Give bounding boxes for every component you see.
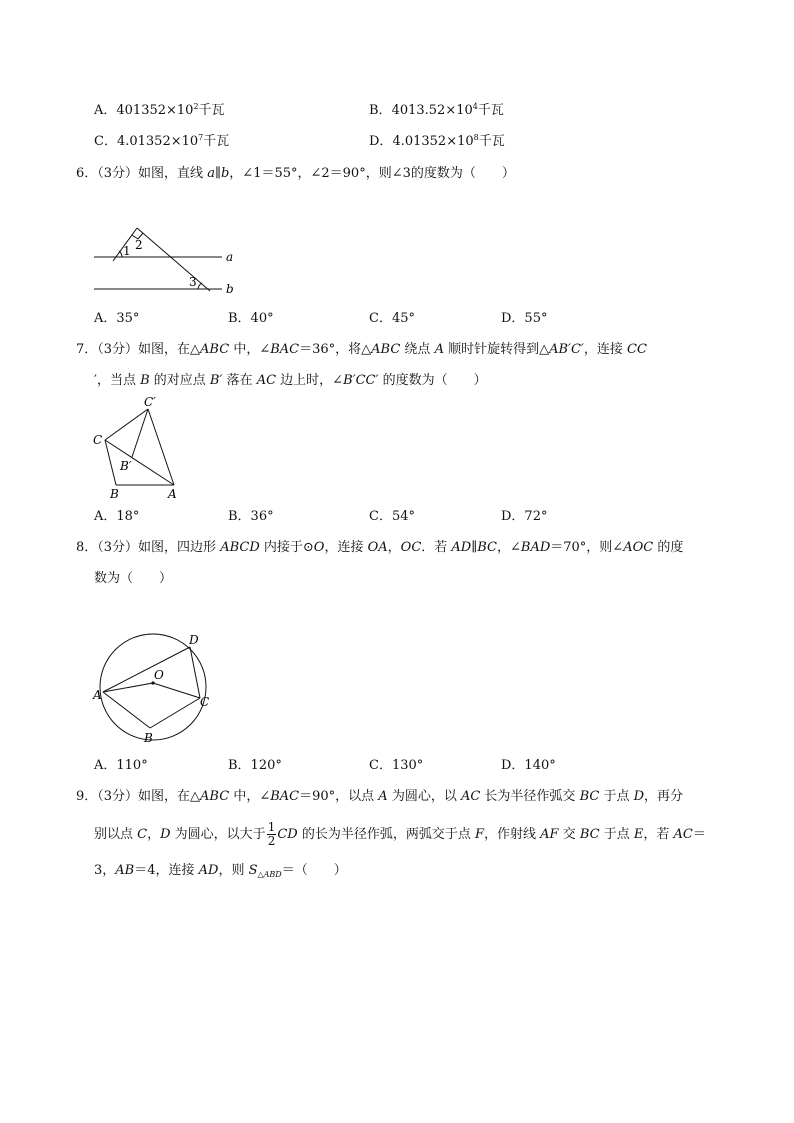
q6-stem <box>76 166 515 182</box>
q5-option-d-letter: D． <box>369 134 393 149</box>
q8-label-b: B <box>144 731 153 745</box>
q5-option-a[interactable] <box>94 103 225 119</box>
q6-stem-text-1: 6．（3分）如图，直线 <box>76 166 208 181</box>
q7-stem-line-1-run: 中，∠ <box>229 342 271 357</box>
q6-figure <box>88 222 248 300</box>
q9-l3-text-a: 3， <box>94 863 116 878</box>
q7-stem-line-2 <box>94 373 487 389</box>
q7-label-c: C <box>93 433 103 447</box>
q9-stem-line-1-run: 为圆心，以 <box>387 789 461 804</box>
q5-option-b-exponent: 4 <box>472 102 478 111</box>
q7-stem-line-2-run: 的对应点 <box>149 373 210 388</box>
q6-line-b-label: b <box>220 166 230 181</box>
q6-angle1-arc <box>119 251 122 257</box>
q9-fraction-denominator: 2 <box>267 834 276 848</box>
q9-stem-line-1 <box>76 789 683 805</box>
q9-l2-text-c: ， <box>147 827 161 842</box>
q5-option-b[interactable] <box>369 103 504 119</box>
q7-label-b1: B′ <box>120 459 132 473</box>
q7-stem-line-2-run: 的度数为（ ） <box>378 373 487 388</box>
q9-stem-line-1-run: 长为半径作弧交 <box>480 789 580 804</box>
q9-l3-text-h: ＝（ ） <box>281 863 347 878</box>
q5-option-b-unit: 千瓦 <box>477 103 504 118</box>
q9-l2-text-i: ，作射线 <box>484 827 541 842</box>
q9-l2-text-q: ＝ <box>692 827 706 842</box>
q7-stem-line-1-run: A <box>434 342 444 357</box>
q9-l2-text-e: 为圆心，以大于 <box>170 827 266 842</box>
q6-angle1-label: 1 <box>123 244 131 258</box>
q8-side-bc <box>150 698 200 728</box>
q9-l2-segment-bc: BC <box>579 827 600 842</box>
q7-figure <box>88 392 198 504</box>
q7-stem-line-1-run: ABC <box>200 342 230 357</box>
q6-stem-text-2: ，∠1＝55°，∠2＝90°，则∠3的度数为（ ） <box>229 166 515 181</box>
q7-stem-line-1-run: 绕点 <box>400 342 435 357</box>
q7-edge-c1a <box>148 409 174 485</box>
q7-label-a: A <box>168 487 177 501</box>
q6-option-c[interactable]: C．45° <box>369 311 415 326</box>
q7-edge-ca <box>105 440 174 485</box>
q8-stem-line-1-run: ， <box>387 540 401 555</box>
q6-transversal-right <box>137 228 210 291</box>
q5-option-a-exponent: 2 <box>193 102 199 111</box>
q9-stem-line-1-run: A <box>378 789 388 804</box>
q5-option-c-exponent: 7 <box>198 133 204 142</box>
q5-option-a-value: 401352×10 <box>116 103 194 118</box>
q8-stem-line-1-run: ∥ <box>471 540 478 555</box>
q5-option-d-unit: 千瓦 <box>478 134 505 149</box>
q7-stem-line-1-run: 顺时针旋转得到△ <box>443 342 550 357</box>
q5-option-b-letter: B． <box>369 103 392 118</box>
q8-stem-line-1 <box>76 540 683 556</box>
q8-label-d: D <box>189 633 199 647</box>
q5-option-b-value: 4013.52×10 <box>391 103 473 118</box>
q8-option-c[interactable]: C．130° <box>369 758 424 773</box>
q8-stem-line-1-run: 内接于⊙ <box>259 540 314 555</box>
q7-label-b: B <box>110 487 119 501</box>
q5-option-c-value: 4.01352×10 <box>116 134 199 149</box>
q7-stem-line-2-run: 落在 <box>222 373 257 388</box>
q8-stem-line-1-run: BAD <box>520 540 551 555</box>
q5-option-a-letter: A． <box>94 103 117 118</box>
q6-fig-label-b: b <box>226 282 234 296</box>
q7-stem-line-1-run: ＝36°，将△ <box>299 342 372 357</box>
q7-stem-line-2-run: AC <box>256 373 277 388</box>
q7-stem-line-1-run: ，连接 <box>583 342 628 357</box>
q9-l2-point-c: C <box>137 827 148 842</box>
q5-option-c-letter: C． <box>94 134 117 149</box>
q9-l2-segment-ac: AC <box>673 827 693 842</box>
q7-stem-line-2-run: ′，当点 <box>94 373 141 388</box>
q6-fig-label-a: a <box>226 250 234 264</box>
q9-stem-line-2 <box>94 821 706 848</box>
q9-fraction-numerator: 1 <box>267 820 276 834</box>
q7-edge-bc <box>105 440 116 485</box>
q9-stem-line-1-run: BC <box>579 789 600 804</box>
q8-stem-line-1-run: O <box>313 540 325 555</box>
q5-option-d-exponent: 8 <box>473 133 479 142</box>
q9-stem-line-1-run: 于点 <box>599 789 634 804</box>
q9-l2-text-o: ，若 <box>643 827 674 842</box>
q9-l2-text-k: 交 <box>558 827 580 842</box>
q8-option-b[interactable]: B．120° <box>228 758 282 773</box>
q9-l2-segment-cd: CD <box>277 827 298 842</box>
q5-option-d[interactable] <box>369 134 505 150</box>
q9-l2-ray-af: AF <box>540 827 559 842</box>
q9-l2-point-f: F <box>474 827 484 842</box>
q7-option-d[interactable]: D．72° <box>501 509 548 524</box>
q7-edge-cc1 <box>105 409 148 440</box>
q5-option-c-unit: 千瓦 <box>203 134 230 149</box>
q8-stem-line-1-run: ，∠ <box>496 540 521 555</box>
q8-label-o: O <box>154 668 164 682</box>
q7-edge-b1c1 <box>132 409 148 457</box>
q8-segment-oc <box>153 683 200 698</box>
q5-option-d-value: 4.01352×10 <box>392 134 474 149</box>
q8-segment-oa <box>103 683 153 692</box>
q9-l3-text-e: ，则 <box>218 863 249 878</box>
q9-l3-segment-ad: AD <box>198 863 219 878</box>
q8-stem-line-1-run: ．若 <box>421 540 452 555</box>
q7-stem-line-2-run: B′CC′ <box>343 373 379 388</box>
q8-stem-line-1-run: ＝70°，则∠ <box>550 540 624 555</box>
q6-option-a[interactable]: A．35° <box>94 311 140 326</box>
q5-option-a-unit: 千瓦 <box>198 103 225 118</box>
q7-stem-line-1-run: ABC <box>371 342 401 357</box>
q7-option-a[interactable]: A．18° <box>94 509 140 524</box>
q8-figure <box>88 624 218 748</box>
q7-option-c[interactable]: C．54° <box>369 509 415 524</box>
q9-l3-text-c: ＝4，连接 <box>134 863 199 878</box>
q9-stem-line-1-run: 中，∠ <box>229 789 271 804</box>
q7-stem-line-1-run: 7．（3分）如图，在△ <box>76 342 201 357</box>
q9-l2-text-g: 的长为半径作弧，两弧交于点 <box>297 827 475 842</box>
q6-angle3-arc <box>198 283 202 289</box>
q6-angle2-label: 2 <box>135 238 143 252</box>
q9-l3-segment-ab: AB <box>115 863 135 878</box>
q7-stem-line-1 <box>76 342 647 358</box>
q6-parallel-symbol: ∥ <box>214 166 221 181</box>
q8-side-da <box>103 647 190 692</box>
q8-stem-line-1-run: AD <box>451 540 472 555</box>
q8-stem-line-1-run: AOC <box>623 540 654 555</box>
q6-option-d[interactable]: D．55° <box>501 311 548 326</box>
q7-stem-line-2-run: B′ <box>209 373 223 388</box>
q9-fraction <box>267 821 277 848</box>
q8-stem-line-1-run: OC <box>400 540 422 555</box>
q9-l2-point-d: D <box>160 827 171 842</box>
q7-stem-line-2-run: B <box>140 373 150 388</box>
q7-option-b[interactable]: B．36° <box>228 509 274 524</box>
q8-side-ab <box>103 692 150 728</box>
q9-stem-line-1-run: ABC <box>200 789 230 804</box>
q8-label-a: A <box>93 688 102 702</box>
q8-stem-line-1-run: OA <box>367 540 388 555</box>
q8-stem-line-2: 数为（ ） <box>94 571 173 586</box>
q7-stem-line-1-run: CC <box>627 342 647 357</box>
q9-l2-text-a: 别以点 <box>94 827 138 842</box>
q9-stem-line-1-run: BAC <box>270 789 300 804</box>
q7-stem-line-2-run: 边上时，∠ <box>276 373 344 388</box>
q9-stem-line-3 <box>94 863 347 879</box>
q9-stem-line-1-run: ＝90°，以点 <box>299 789 379 804</box>
q9-l2-point-e: E <box>633 827 644 842</box>
q9-area-subscript: △ABD <box>257 870 282 879</box>
q6-option-b[interactable]: B．40° <box>228 311 274 326</box>
q8-stem-line-1-run: BC <box>477 540 497 555</box>
q7-label-c1: C′ <box>144 395 156 409</box>
q5-option-c[interactable] <box>94 134 229 150</box>
q9-l2-text-m: 于点 <box>599 827 634 842</box>
q8-label-c: C <box>200 695 210 709</box>
q9-stem-line-1-run: ，再分 <box>644 789 684 804</box>
q7-stem-line-1-run: AB′C′ <box>549 342 584 357</box>
q6-angle3-label: 3 <box>189 275 197 289</box>
q9-area-symbol: S <box>248 863 258 878</box>
q9-stem-line-1-run: 9．（3分）如图，在△ <box>76 789 201 804</box>
q9-stem-line-1-run: AC <box>460 789 481 804</box>
q8-stem-line-1-run: 的度 <box>653 540 684 555</box>
q8-option-a[interactable]: A．110° <box>94 758 148 773</box>
q6-line-a-label: a <box>207 166 215 181</box>
q7-stem-line-1-run: BAC <box>270 342 300 357</box>
q8-stem-line-1-run: ，连接 <box>324 540 368 555</box>
q8-stem-line-1-run: 8．（3分）如图，四边形 <box>76 540 221 555</box>
q8-stem-line-1-run: ABCD <box>220 540 260 555</box>
q9-stem-line-1-run: D <box>633 789 645 804</box>
q8-option-d[interactable]: D．140° <box>501 758 556 773</box>
